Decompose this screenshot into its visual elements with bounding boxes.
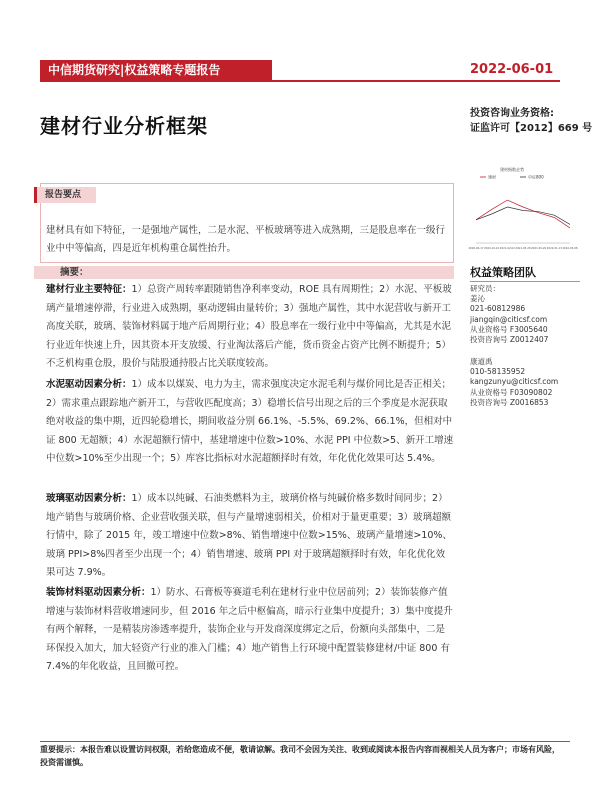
disclaimer-divider bbox=[40, 741, 570, 742]
team-title: 权益策略团队 bbox=[470, 266, 536, 279]
team-member-2 bbox=[470, 357, 558, 408]
report-summary-label: 报告要点 bbox=[34, 187, 96, 203]
x-tick-label: 2021-05-28 bbox=[515, 247, 531, 250]
member-advisory-license: 投资咨询号 Z0012407 bbox=[470, 335, 549, 345]
member-name: 康道禹 bbox=[470, 357, 493, 366]
team-member-1 bbox=[470, 284, 548, 345]
paragraph-lead: 建材行业主要特征： bbox=[46, 284, 132, 295]
member-license: 从业资格号 F03090802 bbox=[470, 387, 553, 397]
team-divider bbox=[470, 281, 580, 282]
paragraph-body: 1）成本以纯碱、石油类燃料为主，玻璃价格与纯碱价格多数时间同步；2）地产销售与玻璃价格、企业营收强关联，但与产量增速弱相关，价相对于量更重要；3）玻璃超额行情中，除了 2015 年，竣工增速中位数>8%、销售增速中位数>15%、玻璃产量增速>10%、玻璃 PPI>8%四者至少出现一个；4）销售增速、玻璃 PPI 对于玻璃超额择时有效，年化优化效果可达 7.9%。 bbox=[46, 493, 452, 579]
qualification-block bbox=[470, 106, 592, 136]
abstract-paragraph-2 bbox=[46, 376, 454, 469]
legend-label: 中证800 bbox=[528, 174, 544, 180]
x-tick-label: 2021-02-02 bbox=[499, 247, 515, 250]
x-tick-label: 2021-09-20 bbox=[531, 247, 547, 250]
member-license: 从业资格号 F3005640 bbox=[470, 324, 548, 334]
paragraph-body: 1）成本以煤炭、电力为主，需求强度决定水泥毛利与煤价同比是否正相关；2）需求重点跟踪地产新开工，与营收匹配度高；3）稳增长信号出现之后的三个季度是水泥获取绝对收益的集中期，近四轮稳增长，期间收益分别 66.1%、-5.5%、69.2%、66.1%，但相对中证 800 无超额；4）水泥超额行情中，基建增速中位数>10%、水泥 PPI 中位数>5、新开工增速中位数>10%至少出现一个；5）库容比指标对水泥超额择时有效，年化优化效果可达 5.4%。 bbox=[46, 379, 454, 465]
abstract-paragraph-3 bbox=[46, 490, 454, 583]
index-trend-chart bbox=[468, 163, 578, 258]
abstract-paragraph-4 bbox=[46, 584, 454, 677]
x-tick-label: 2020-10-10 bbox=[484, 247, 500, 250]
member-role: 研究员： bbox=[470, 284, 500, 293]
abstract-label: 摘要： bbox=[34, 266, 454, 279]
abstract-paragraph-1 bbox=[46, 281, 454, 374]
x-tick-label: 2020-06-17 bbox=[468, 247, 484, 250]
member-email[interactable]: kangzunyu@citicsf.com bbox=[470, 377, 559, 387]
legend-label: 建材 bbox=[488, 174, 496, 180]
x-tick-label: 2022-01-13 bbox=[546, 247, 562, 250]
series-line-1 bbox=[476, 200, 570, 228]
series-line-2 bbox=[476, 207, 570, 224]
member-phone: 010-58135952 bbox=[470, 367, 526, 377]
x-tick-label: 2022-05-08 bbox=[562, 247, 578, 250]
report-date: 2022-06-01 bbox=[470, 62, 554, 77]
member-phone: 021-60812986 bbox=[470, 304, 526, 314]
report-summary-text: 建材具有如下特征，一是强地产属性，二是水泥、平板玻璃等进入成熟期，三是股息率在一级行业中中等偏高，四是近年机构重仓属性抬升。 bbox=[46, 225, 446, 254]
paragraph-lead: 玻璃驱动因素分析： bbox=[46, 493, 132, 504]
qualification-line-2: 证监许可【2012】669 号 bbox=[470, 123, 593, 134]
page-title: 建材行业分析框架 bbox=[40, 114, 208, 138]
report-series-label: 中信期货研究|权益策略专题报告 bbox=[48, 63, 221, 77]
member-name: 姜沁 bbox=[470, 294, 485, 304]
disclaimer-text: 重要提示：本报告难以设置访问权限，若给您造成不便，敬请谅解。我司不会因为关注、收到或阅读本报告内容而视相关人员为客户；市场有风险，投资需谨慎。 bbox=[40, 745, 560, 767]
member-email[interactable]: jiangqin@citicsf.com bbox=[470, 314, 548, 324]
member-advisory-license: 投资咨询号 Z0016853 bbox=[470, 397, 549, 407]
qualification-line-1: 投资咨询业务资格: bbox=[470, 108, 554, 119]
report-series-banner bbox=[40, 60, 272, 80]
paragraph-lead: 水泥驱动因素分析： bbox=[46, 379, 132, 390]
chart-title: 建材指数走势 bbox=[500, 167, 524, 172]
paragraph-body: 1）防水、石膏板等赛道毛利在建材行业中位居前列；2）装饰装修产值增速与装饰材料营收增速同步，但 2016 年之后中枢偏高，暗示行业集中度提升；3）集中度提升有两个解释，一是精装房渗透率提升，装饰企业与开发商深度绑定之后，份额向头部集中，二是环保投入加大，加大轻资产行业的准入门槛；4）地产销售上行环境中配置装修建材/中证 800 有 7.4%的年化收益，且回撤可控。 bbox=[46, 587, 453, 673]
header-divider bbox=[40, 80, 560, 82]
paragraph-body: 1）总资产周转率跟随销售净利率变动，ROE 具有周期性；2）水泥、平板玻璃产量增速停滞，行业进入成熟期，驱动逻辑由量转价；3）强地产属性，其中水泥营收与新开工高度关联，玻璃、装饰材料属于地产后周期行业；4）股息率在一级行业中中等偏高，尤其是水泥行业近年快速上升，因其资本开支放缓、行业淘汰落后产能，货币资金占资产比例不断提升；5）不乏机构重仓股，股价与陆股通持股占比关联度较高。 bbox=[46, 284, 452, 370]
paragraph-lead: 装饰材料驱动因素分析： bbox=[46, 587, 151, 598]
